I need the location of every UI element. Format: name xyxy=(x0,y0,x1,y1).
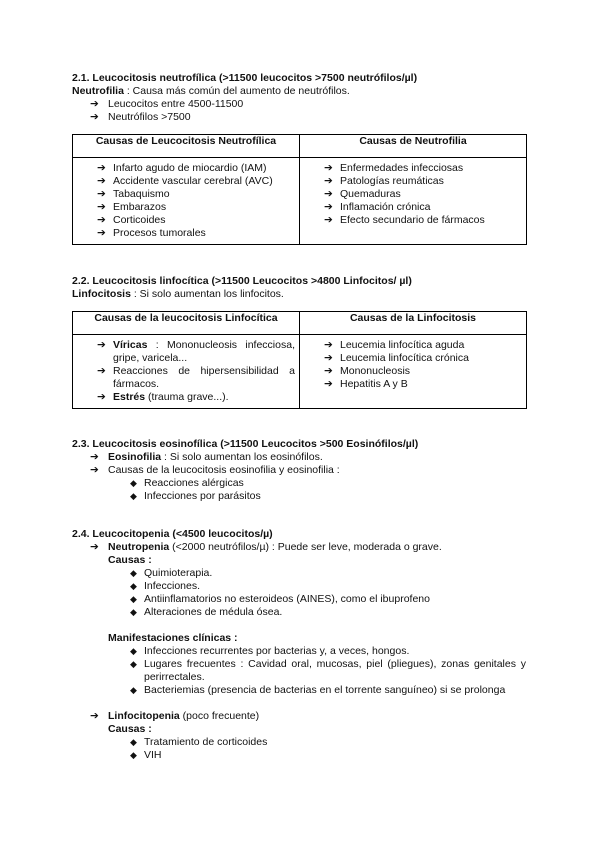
list-item xyxy=(72,464,532,477)
arrow-icon: ➔ xyxy=(324,365,333,377)
list-item xyxy=(72,98,532,111)
arrow-icon: ➔ xyxy=(97,227,106,239)
arrow-icon: ➔ xyxy=(97,162,106,174)
cell-item-term: Víricas xyxy=(113,339,148,351)
definition xyxy=(72,85,532,98)
diamond-icon: ◆ xyxy=(130,491,137,501)
sub-list-item-text: Infecciones por parásitos xyxy=(144,490,261,502)
arrow-icon: ➔ xyxy=(97,175,106,187)
sub-list-item-text: Infecciones recurrentes por bacterias y, a veces, hongos. xyxy=(144,645,410,657)
list-item-text: : Si solo aumentan los eosinófilos. xyxy=(161,451,323,463)
sub-list-item xyxy=(72,749,532,762)
table-cell xyxy=(73,335,300,409)
cell-item-text: Accidente vascular cerebral (AVC) xyxy=(113,175,273,187)
cell-item-text: Patologías reumáticas xyxy=(340,175,444,187)
arrow-icon: ➔ xyxy=(324,175,333,187)
list-item-text: Neutrófilos >7500 xyxy=(108,111,191,123)
table-header: Causas de Neutrofilia xyxy=(300,135,527,158)
diamond-icon: ◆ xyxy=(130,478,137,488)
definition-text: : Si solo aumentan los linfocitos. xyxy=(130,288,284,300)
cell-item-text: Mononucleosis xyxy=(340,365,411,377)
cell-item-text: Infarto agudo de miocardio (IAM) xyxy=(113,162,267,174)
diamond-icon: ◆ xyxy=(130,646,137,656)
section-title: 2.4. Leucocitopenia (<4500 leucocitos/µ) xyxy=(72,528,273,540)
diamond-icon: ◆ xyxy=(130,568,137,578)
manifestaciones-label: Manifestaciones clínicas : xyxy=(108,632,238,644)
cell-item-text: Corticoides xyxy=(113,214,166,226)
sub-list-item-text: Lugares frecuentes : Cavidad oral, mucosas, piel (pliegues), zonas genitales y perirrectales. xyxy=(144,658,526,683)
arrow-icon: ➔ xyxy=(324,214,333,226)
causas-label: Causas : xyxy=(108,723,152,735)
causas-label: Causas : xyxy=(108,554,152,566)
definition-term: Neutrofilia xyxy=(72,85,124,97)
sub-list-item-text: Reacciones alérgicas xyxy=(144,477,244,489)
cell-item-text: Reacciones de hipersensibilidad a fármacos. xyxy=(113,365,295,390)
definition-text: : Causa más común del aumento de neutrófilos. xyxy=(123,85,350,97)
sub-list-item-text: Quimioterapia. xyxy=(144,567,213,579)
sub-list-item xyxy=(72,580,532,593)
sub-list-item xyxy=(72,684,532,697)
arrow-icon: ➔ xyxy=(97,188,106,200)
list-item xyxy=(72,451,532,464)
arrow-icon: ➔ xyxy=(97,365,106,377)
table-cell xyxy=(300,335,527,409)
sub-list-item xyxy=(72,567,532,580)
diamond-icon: ◆ xyxy=(130,607,137,617)
sub-list-item xyxy=(72,490,532,503)
definition-term: Linfocitosis xyxy=(72,288,131,300)
arrow-icon: ➔ xyxy=(90,451,99,463)
diamond-icon: ◆ xyxy=(130,685,137,695)
table-cell xyxy=(73,158,300,245)
cell-item-text: Quemaduras xyxy=(340,188,401,200)
diamond-icon: ◆ xyxy=(130,594,137,604)
arrow-icon: ➔ xyxy=(324,339,333,351)
arrow-icon: ➔ xyxy=(324,378,333,390)
causes-table-neutrofilica xyxy=(72,134,527,245)
arrow-icon: ➔ xyxy=(90,464,99,476)
arrow-icon: ➔ xyxy=(97,339,106,351)
list-item-text: (poco frecuente) xyxy=(179,710,260,722)
cell-item-text: : Mononucleosis infecciosa, gripe, varicela... xyxy=(113,339,295,364)
sub-list-item xyxy=(72,658,532,684)
arrow-icon: ➔ xyxy=(90,541,99,553)
section-leucocitosis-neutrofilica xyxy=(72,72,532,245)
arrow-icon: ➔ xyxy=(324,201,333,213)
cell-item-text: (trauma grave...). xyxy=(145,391,229,403)
diamond-icon: ◆ xyxy=(130,581,137,591)
arrow-icon: ➔ xyxy=(324,188,333,200)
arrow-icon: ➔ xyxy=(97,391,106,403)
diamond-icon: ◆ xyxy=(130,750,137,760)
list-item-term: Eosinofilia xyxy=(108,451,162,463)
arrow-icon: ➔ xyxy=(97,214,106,226)
arrow-icon: ➔ xyxy=(90,111,99,123)
cell-item-term: Estrés xyxy=(113,391,146,403)
cell-item-text: Procesos tumorales xyxy=(113,227,206,239)
list-item xyxy=(72,541,532,554)
list-item xyxy=(72,111,532,124)
list-item-term: Neutropenia xyxy=(108,541,170,553)
section-title: 2.1. Leucocitosis neutrofílica (>11500 leucocitos >7500 neutrófilos/µl) xyxy=(72,72,418,84)
causes-table-linfocitica xyxy=(72,311,527,409)
diamond-icon: ◆ xyxy=(130,659,137,669)
arrow-icon: ➔ xyxy=(90,98,99,110)
list-item-term: Linfocitopenia xyxy=(108,710,180,722)
section-leucocitosis-eosinofilica xyxy=(72,438,532,503)
sub-list-item-text: Alteraciones de médula ósea. xyxy=(144,606,283,618)
cell-item-text: Enfermedades infecciosas xyxy=(340,162,464,174)
section-leucocitopenia xyxy=(72,528,532,762)
list-item-text: Causas de la leucocitosis eosinofilia y eosinofilia : xyxy=(108,464,340,476)
sub-list-item-text: Infecciones. xyxy=(144,580,201,592)
sub-list-item-text: Tratamiento de corticoides xyxy=(144,736,268,748)
table-header: Causas de Leucocitosis Neutrofílica xyxy=(73,135,300,158)
sub-list-item xyxy=(72,593,532,606)
arrow-icon: ➔ xyxy=(90,710,99,722)
arrow-icon: ➔ xyxy=(324,352,333,364)
arrow-icon: ➔ xyxy=(324,162,333,174)
sub-list-item-text: VIH xyxy=(144,749,162,761)
table-cell xyxy=(300,158,527,245)
section-title: 2.3. Leucocitosis eosinofílica (>11500 Leucocitos >500 Eosinófilos/µl) xyxy=(72,438,419,450)
cell-item-text: Tabaquismo xyxy=(113,188,170,200)
table-header: Causas de la Linfocitosis xyxy=(300,312,527,335)
sub-list-item xyxy=(72,606,532,619)
section-leucocitosis-linfocitica xyxy=(72,275,532,409)
cell-item-text: Leucemia linfocítica crónica xyxy=(340,352,469,364)
sub-list-item-text: Bacteriemias (presencia de bacterias en el torrente sanguíneo) si se prolonga xyxy=(144,684,506,696)
list-item xyxy=(72,710,532,723)
cell-item-text: Efecto secundario de fármacos xyxy=(340,214,485,226)
definition xyxy=(72,288,532,301)
sub-list-item-text: Antiinflamatorios no esteroideos (AINES), como el ibuprofeno xyxy=(144,593,430,605)
cell-item-text: Embarazos xyxy=(113,201,167,213)
cell-item-text: Inflamación crónica xyxy=(340,201,431,213)
cell-item-text: Hepatitis A y B xyxy=(340,378,408,390)
sub-list-item xyxy=(72,645,532,658)
table-header: Causas de la leucocitosis Linfocítica xyxy=(73,312,300,335)
diamond-icon: ◆ xyxy=(130,737,137,747)
arrow-icon: ➔ xyxy=(97,201,106,213)
cell-item-text: Leucemia linfocítica aguda xyxy=(340,339,465,351)
sub-list-item xyxy=(72,477,532,490)
list-item-text: Leucocitos entre 4500-11500 xyxy=(108,98,244,110)
section-title: 2.2. Leucocitosis linfocítica (>11500 Leucocitos >4800 Linfocitos/ µl) xyxy=(72,275,412,287)
sub-list-item xyxy=(72,736,532,749)
list-item-text: (<2000 neutrófilos/µ) : Puede ser leve, moderada o grave. xyxy=(169,541,442,553)
